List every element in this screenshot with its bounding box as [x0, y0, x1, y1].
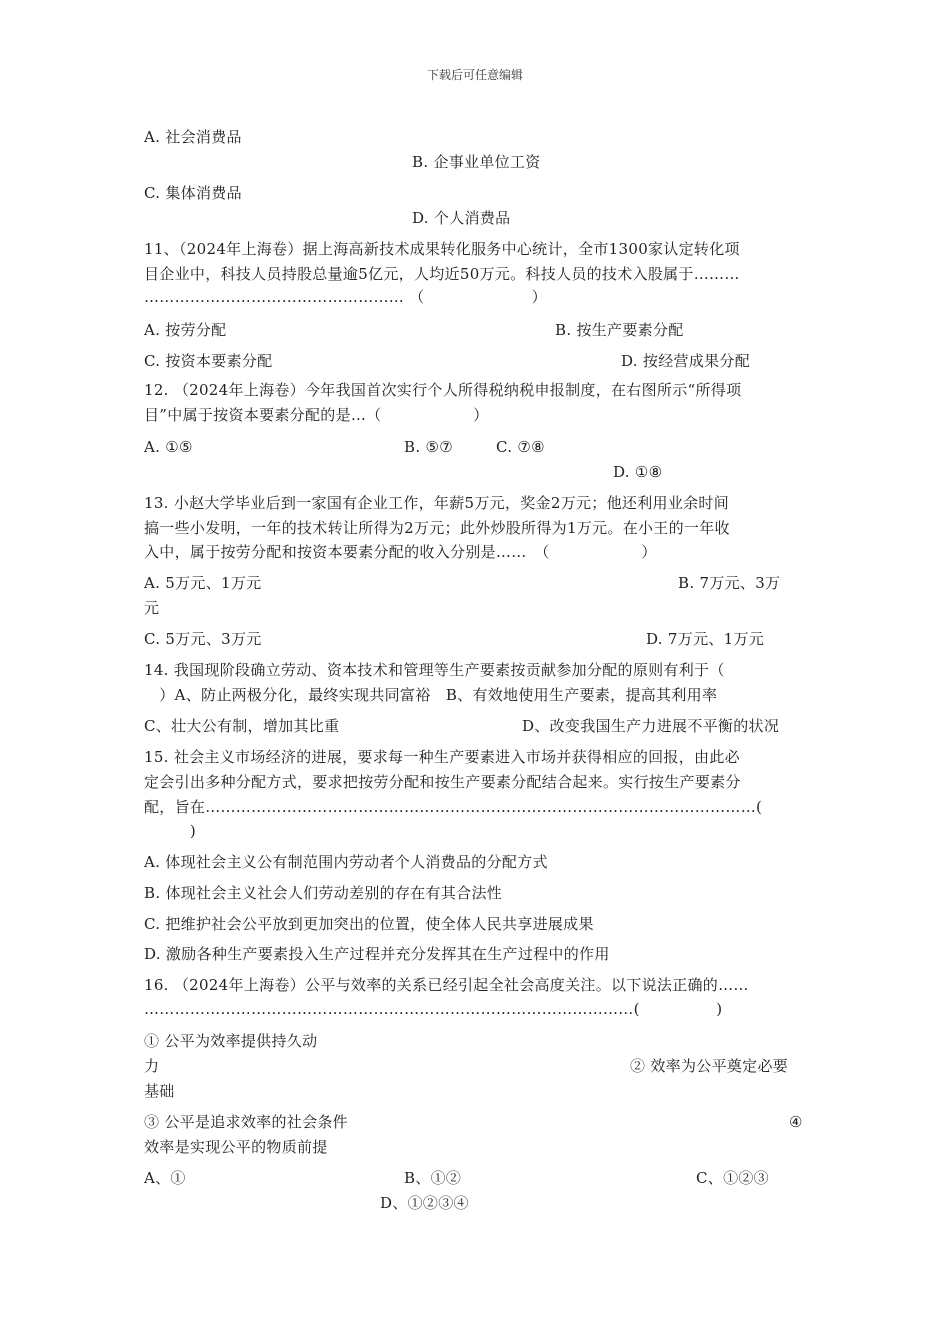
q13-option-b: B. 7万元、3万: [678, 574, 781, 592]
q14-stem-line1: 14. 我国现阶段确立劳动、资本技术和管理等生产要素按贡献参加分配的原则有利于（: [144, 661, 725, 679]
q15-option-a: A. 体现社会主义公有制范围内劳动者个人消费品的分配方式: [144, 853, 548, 871]
q13-option-a: A. 5万元、1万元: [144, 574, 262, 592]
q11-option-a: A. 按劳分配: [144, 321, 227, 339]
q11-option-c: C. 按资本要素分配: [144, 352, 273, 370]
q13-option-d: D. 7万元、1万元: [646, 630, 765, 648]
q12-option-d: D. ①⑧: [613, 463, 663, 481]
q15-stem-line3: 配，旨在………………………………………………………………………………………………(: [144, 798, 763, 816]
q15-option-c: C. 把维护社会公平放到更加突出的位置，使全体人民共享进展成果: [144, 915, 594, 933]
q13-stem-line3: 入中，属于按劳分配和按资本要素分配的收入分别是…… （ ）: [144, 543, 657, 561]
q12-option-c: C. ⑦⑧: [496, 438, 545, 456]
q14-option-c: C、壮大公有制，增加其比重: [144, 717, 340, 735]
q11-option-d: D. 按经营成果分配: [621, 352, 751, 370]
q16-statement-4: 效率是实现公平的物质前提: [144, 1138, 328, 1156]
q15-stem-line4: ): [144, 822, 197, 840]
page-header: 下载后可任意编辑: [426, 68, 523, 82]
q10-option-d: D. 个人消费品: [412, 209, 511, 227]
q12-option-b: B. ⑤⑦: [404, 438, 453, 456]
q16-option-d: D、①②③④: [380, 1194, 469, 1212]
q16-statement-4-marker: ④: [789, 1113, 803, 1131]
q15-stem-line2: 定会引出多种分配方式，要求把按劳分配和按生产要素分配结合起来。实行按生产要素分: [144, 773, 741, 791]
q11-stem-line3: …………………………………………… （ ）: [144, 288, 547, 306]
q13-stem-line1: 13. 小赵大学毕业后到一家国有企业工作，年薪5万元，奖金2万元；他还利用业余时间: [144, 494, 730, 512]
q14-option-d: D、改变我国生产力进展不平衡的状况: [522, 717, 780, 735]
q16-option-a: A、①: [144, 1169, 186, 1187]
q12-option-a: A. ①⑤: [144, 438, 193, 456]
q16-option-c: C、①②③: [696, 1169, 769, 1187]
q13-option-c: C. 5万元、3万元: [144, 630, 262, 648]
q13-stem-line2: 搞一些小发明，一年的技术转让所得为2万元；此外炒股所得为1万元。在小王的一年收: [144, 519, 730, 537]
q14-stem-line2: ）A、防止两极分化，最终实现共同富裕 B、有效地使用生产要素，提高其利用率: [144, 686, 718, 704]
q11-option-b: B. 按生产要素分配: [555, 321, 684, 339]
q11-stem-line2: 目企业中，科技人员持股总量逾5亿元，人均近50万元。科技人员的技术入股属于………: [144, 265, 740, 283]
q16-statement-3: ③ 公平是追求效率的社会条件: [144, 1113, 348, 1131]
q16-stem-line1: 16. （2024年上海卷）公平与效率的关系已经引起全社会高度关注。以下说法正确的……: [144, 976, 749, 994]
q10-option-b: B. 企事业单位工资: [412, 153, 541, 171]
q13-option-b-continued: 元: [144, 599, 160, 617]
q16-stem-line2: ……………………………………………………………………………………( ): [144, 1000, 723, 1018]
q10-option-a: A. 社会消费品: [144, 128, 242, 146]
q16-statement-1: ① 公平为效率提供持久动: [144, 1032, 318, 1050]
q12-stem-line1: 12. （2024年上海卷）今年我国首次实行个人所得税纳税申报制度，在右图所示“所得项: [144, 381, 742, 399]
q12-stem-line2: 目”中属于按资本要素分配的是…（ ）: [144, 406, 489, 424]
q10-option-c: C. 集体消费品: [144, 184, 242, 202]
q11-stem-line1: 11、（2024年上海卷）据上海高新技术成果转化服务中心统计，全市1300家认定转化项: [144, 240, 740, 258]
q15-option-b: B. 体现社会主义社会人们劳动差别的存在有其合法性: [144, 884, 503, 902]
q15-option-d: D. 激励各种生产要素投入生产过程并充分发挥其在生产过程中的作用: [144, 945, 610, 963]
q16-statement-1-continued: 力: [144, 1057, 160, 1075]
q16-option-b: B、①②: [404, 1169, 462, 1187]
q16-statement-2-continued: 基础: [144, 1082, 175, 1100]
q15-stem-line1: 15. 社会主义市场经济的进展，要求每一种生产要素进入市场并获得相应的回报，由此必: [144, 748, 740, 766]
q16-statement-2: ② 效率为公平奠定必要: [630, 1057, 789, 1075]
